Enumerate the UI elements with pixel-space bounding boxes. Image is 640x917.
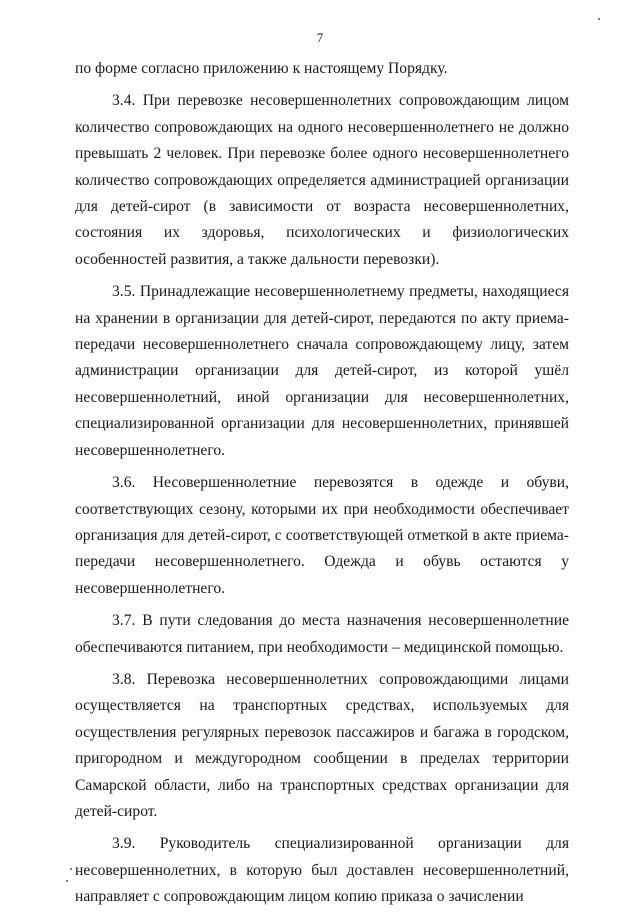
paragraph-3-4: 3.4. При перевозке несовершеннолетних сопровождающим лицом количество сопровождающих на одного несовершеннолетнего не должно превышать 2 человек. При перевозке более одного несовершеннолетнего количество сопровождающих определяется администрацией организации для детей-сирот (в зависимости от возраста несовершеннолетних, состояния их здоровья, психологических и физиологических особенностей развития, а также дальности перевозки). (75, 92, 569, 268)
paragraph-3-9: 3.9. Руководитель специализированной организации для несовершеннолетних, в которую был доставлен несовершеннолетний, направляет с сопровождающим лицом копию приказа о зачислении (75, 835, 569, 906)
paragraph-3-7: 3.7. В пути следования до места назначения несовершеннолетние обеспечиваются питанием, при необходимости – медицинской помощью. (75, 612, 569, 656)
paragraph-3-6: 3.6. Несовершеннолетние перевозятся в одежде и обуви, соответствующих сезону, которыми их при необходимости обеспечивает организация для детей-сирот, с соответствующей отметкой в акте приема-передачи несовершеннолетнего. Одежда и обувь остаются у несовершеннолетнего. (75, 474, 569, 597)
paragraph-3-8: 3.8. Перевозка несовершеннолетних сопровождающими лицами осуществляется на транспортных средствах, используемых для осуществления регулярных перевозок пассажиров и багажа в городском, пригородном и междугородном сообщении в пределах территории Самарской области, либо на транспортных средствах организации для детей-сирот. (75, 670, 569, 820)
paragraph-3-5: 3.5. Принадлежащие несовершеннолетнему предметы, находящиеся на хранении в организации для детей-сирот, передаются по акту приема-передачи несовершеннолетнего сначала сопровождающему лицу, затем администрации организации для детей-сирот, из которой ушёл несовершеннолетний, иной организации для несовершеннолетних, специализированной организации для несовершеннолетних, принявшей несовершеннолетнего. (75, 283, 569, 459)
scan-speck (70, 868, 72, 870)
scan-speck (598, 18, 600, 20)
page-number: 7 (316, 30, 324, 45)
scan-speck (66, 880, 68, 882)
paragraph-continuation: по форме согласно приложению к настоящему Порядку. (75, 60, 448, 77)
document-body (75, 56, 569, 917)
